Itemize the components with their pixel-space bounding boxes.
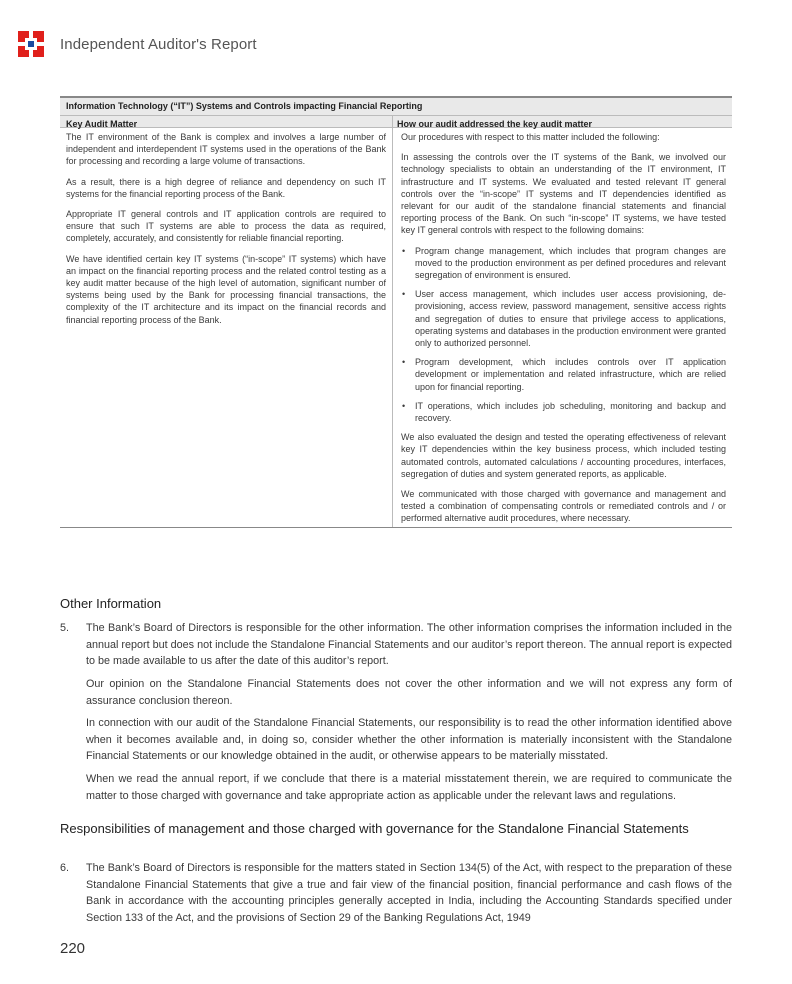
- list-item: • IT operations, which includes job scheduling, monitoring and backup and recovery.: [402, 400, 726, 424]
- response-paragraph: In assessing the controls over the IT systems of the Bank, we involved our technology specialists to obtain an understanding of the IT environment, IT infrastructure and IT systems. We evaluated and tested relevant IT general controls over the “in-scope” IT systems and IT dependencies identified as relevant for our audit of the standalone financial statements and financial reporting process of the Bank. On such “in-scope” IT systems, we have tested key IT general controls with respect to the following domains:: [401, 152, 726, 236]
- page-number: 220: [60, 940, 86, 957]
- other-info-paragraph: When we read the annual report, if we conclude that there is a material misstatement therein, we are required to communicate the matter to those charged with governance and take appropriate action as applicable under the relevant laws and regulations.: [86, 773, 732, 802]
- col-header-key-audit-matter: Key Audit Matter: [60, 116, 393, 127]
- other-info-paragraph: The Bank’s Board of Directors is responsible for the other information. The other information comprises the information included in the annual report but does not include the Standalone Financial Statements and our auditor’s report thereon. The annual report is expected to be made available to us after the date of this auditor’s report.: [86, 622, 732, 667]
- table-header-row: [60, 116, 732, 128]
- col-header-audit-response: How our audit addressed the key audit matter: [397, 119, 593, 129]
- responsibilities-heading: Responsibilities of management and those charged with governance for the Standalone Financial Statements: [60, 821, 689, 836]
- other-info-paragraph: In connection with our audit of the Standalone Financial Statements, our responsibility is to read the other information identified above when it becomes available and, in doing so, consider whether the other information is materially inconsistent with the Standalone Financial Statements or our knowledge obtained in the audit, or otherwise appears to be materially misstated.: [86, 717, 732, 762]
- list-item: • Program development, which includes controls over IT application development or implementation and related infrastructure, which are relied upon for financial reporting.: [402, 357, 726, 392]
- other-information-heading: Other Information: [60, 596, 162, 611]
- table-title: Information Technology (“IT”) Systems and Controls impacting Financial Reporting: [60, 98, 732, 116]
- domain-list: [401, 245, 726, 425]
- kam-paragraph: The IT environment of the Bank is complex and involves a large number of independent and interdependent IT systems used in the operations of the Bank for processing and recording a large volume of transactions.: [66, 132, 386, 167]
- section-number: 5.: [60, 622, 70, 634]
- bullet-icon: •: [402, 357, 406, 368]
- header-title: Independent Auditor's Report: [60, 35, 257, 53]
- kam-paragraph: We have identified certain key IT systems (“in-scope” IT systems) which have an impact on the financial reporting process and the related control testing as a key audit matter because of the high level of automation, significant number of systems being used by the Bank for processing financial transactions, the complexity of the IT architecture and its impact on the financial records and financial reporting process of the Bank.: [66, 253, 386, 325]
- section-number: 6.: [60, 862, 70, 874]
- response-paragraph: Our procedures with respect to this matter included the following:: [401, 132, 660, 142]
- list-item: • Program change management, which includes that program changes are moved to the production environment as per defined procedures and relevant segregation of environment is ensured.: [402, 245, 726, 281]
- audit-response-cell: [393, 128, 732, 527]
- bullet-icon: •: [402, 289, 406, 300]
- key-audit-matter-cell: [60, 128, 393, 527]
- response-paragraph: We communicated with those charged with governance and management and tested a combination of compensating controls or remediated controls and / or performed alternative audit procedures, where necessary.: [401, 489, 726, 524]
- list-item: • User access management, which includes user access provisioning, de-provisioning, access review, password management, sensitive access rights and segregation of duties to ensure that privilege access to applications, operating systems and databases in the production environment were granted only to authorized personnel.: [402, 289, 726, 349]
- responsibilities-paragraph: The Bank’s Board of Directors is responsible for the matters stated in Section 134(5) of the Act, with respect to the preparation of these Standalone Financial Statements that give a true and fair view of the financial position, financial performance and cash flows of the Bank in accordance with the accounting principles generally accepted in India, including the Accounting Standards specified under Section 133 of the Act, and the provisions of Section 29 of the Banking Regulations Act, 1949: [86, 862, 732, 924]
- bank-logo-icon: [18, 31, 44, 57]
- bullet-icon: •: [402, 245, 406, 256]
- key-audit-matter-table: [60, 96, 732, 528]
- kam-paragraph: As a result, there is a high degree of reliance and dependency on such IT systems for the financial reporting process of the Bank.: [66, 176, 386, 199]
- table-body-row: [60, 128, 732, 527]
- response-paragraph: We also evaluated the design and tested the operating effectiveness of relevant key IT dependencies within the key business process, which included testing automated controls, automated calculations / accounting procedures, interfaces, segregation of duties and system generated reports, as applicable.: [401, 432, 726, 479]
- kam-paragraph: Appropriate IT general controls and IT application controls are required to ensure that such IT systems are able to process the data as required, completely, accurately, and consistently for reliable financial reporting.: [66, 209, 386, 244]
- bullet-icon: •: [402, 400, 406, 411]
- page-header: [18, 28, 257, 60]
- other-info-paragraph: Our opinion on the Standalone Financial Statements does not cover the other information and we will not express any form of assurance conclusion thereon.: [86, 678, 732, 707]
